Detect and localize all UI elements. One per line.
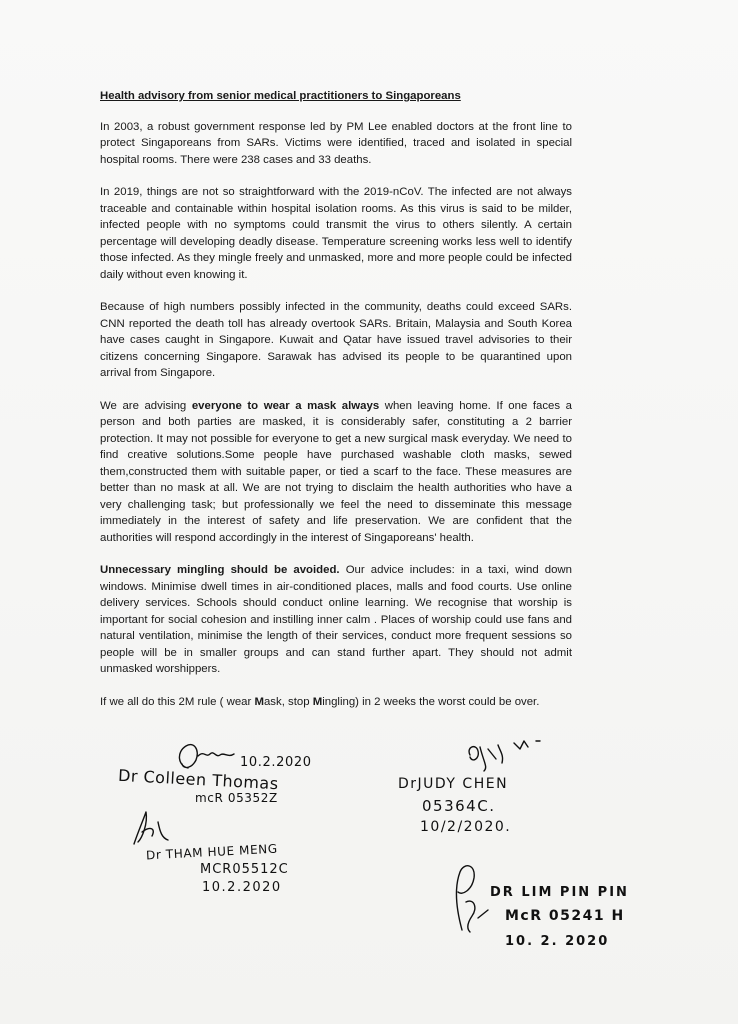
signature-lim-date: 10. 2. 2020: [505, 934, 610, 949]
signature-thomas-mcr: mcR 05352Z: [195, 791, 278, 805]
signature-tham-name: Dr THAM HUE MENG: [145, 841, 279, 863]
rule-text-b: ask, stop: [263, 695, 313, 708]
rule-letter-m2: M: [312, 695, 323, 708]
paragraph-mingling: [100, 562, 572, 678]
signature-thomas-name: Dr Colleen Thomas: [117, 765, 280, 794]
paragraph-mingling-body: Our advice includes: in a taxi, wind down windows. Minimise dwell times in air-conditioned places, malls and food courts. Use online delivery services. Schools should conduct online learning. We recognise that worship is important for social cohesion and instilling inner calm . Places of worship could use fans and natural ventilation, minimise the length of their services, conduct more frequent sessions so people will be in smaller groups and can stand further apart. They should not admit unmasked worshippers.: [100, 564, 572, 675]
rule-letter-m1: M: [254, 695, 264, 708]
signature-tham-date: 10.2.2020: [202, 880, 282, 895]
paragraph-masks-emphasis: everyone to wear a mask always: [191, 399, 380, 412]
signature-chen-date: 10/2/2020.: [420, 819, 512, 835]
rule-text-a: If we all do this 2M rule ( wear: [100, 695, 255, 708]
paragraph-masks: [100, 398, 572, 547]
rule-text-c: ingling) in 2 weeks the worst could be over.: [322, 695, 540, 708]
paragraph-masks-body: when leaving home. If one faces a person and both parties are masked, it is considerably safer, constituting a 2 barrier protection. It may not possible for everyone to get a new surgical mask everyday. We need to find creative solutions.Some people have purchased washable cloth masks, sewed them,constructed them with suitable paper, or tied a scarf to the face. These measures are better than no mask at all. We are not trying to disclaim the health authorities who have a very challenging task; but professionally we feel the need to disseminate this message immediately in the interest of safety and life preservation. We are confident that the authorities will respond accordingly in the interest of Singaporeans' health.: [100, 399, 572, 544]
signature-thomas-date: 10.2.2020: [240, 755, 312, 770]
signature-lim-name: DR LIM PIN PIN: [490, 885, 629, 900]
paragraph-mingling-emphasis: Unnecessary mingling should be avoided.: [100, 564, 340, 576]
paragraph-deaths: Because of high numbers possibly infected in the community, deaths could exceed SARs. CNN reported the death toll has already overtook SARs. Britain, Malaysia and South Korea have cases caught in Singapore. Kuwait and Qatar have issued travel advisories to their citizens concerning Singapore. Sarawak has advised its people to be quarantined upon arrival from Singapore.: [100, 301, 572, 379]
paragraph-2019: In 2019, things are not so straightforward with the 2019-nCoV. The infected are not always traceable and containable within hospital isolation rooms. As this virus is said to be milder, infected people with no symptoms could transmit the virus to others silently. A certain percentage will developing deadly disease. Temperature screening works less well to identify those infected. As they mingle freely and unmasked, more and more people could be infected daily without even knowing it.: [100, 186, 572, 281]
paragraph-masks-intro: We are advising: [100, 399, 192, 412]
advisory-letter: [100, 88, 572, 710]
signature-tham-mcr: MCR05512C: [200, 862, 289, 877]
paragraph-2m-rule: [100, 694, 572, 711]
letter-title: Health advisory from senior medical practitioners to Singaporeans: [100, 90, 461, 102]
signature-chen-mcr: 05364C.: [422, 797, 496, 815]
signature-chen-scribble: [462, 733, 552, 773]
signature-chen-name: DrJUDY CHEN: [398, 776, 509, 792]
signature-tham-scribble: [128, 808, 178, 848]
paragraph-2003: In 2003, a robust government response led by PM Lee enabled doctors at the front line to protect Singaporeans from SARs. Victims were identified, traced and isolated in special hospital rooms. There were 238 cases and 33 deaths.: [100, 120, 572, 166]
signature-lim-mcr: McR 05241 H: [505, 908, 625, 924]
